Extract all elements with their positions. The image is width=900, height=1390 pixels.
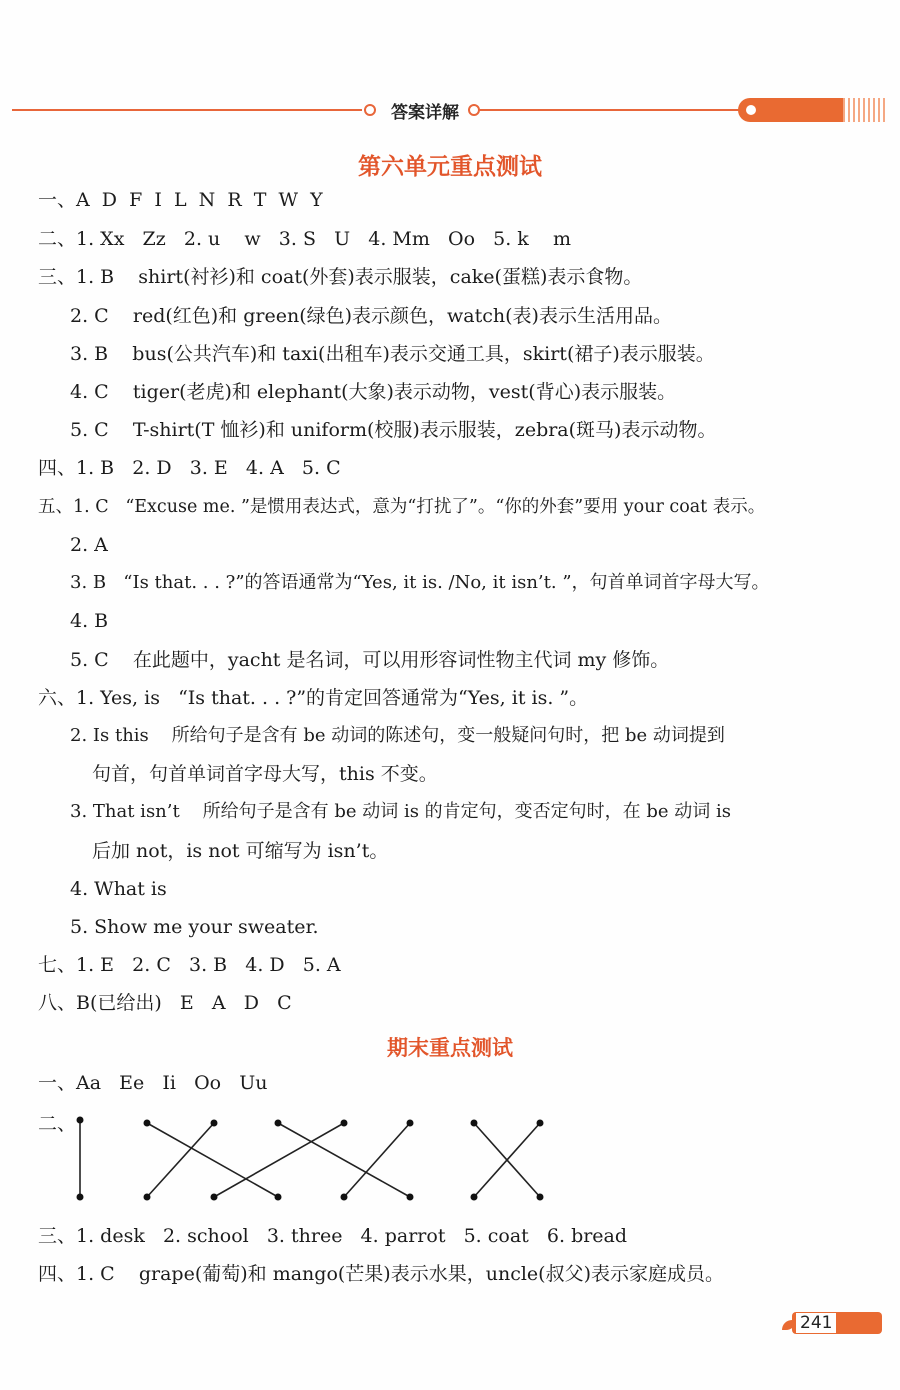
answer-line: 四、1. C grape(葡萄)和 mango(芒果)表示水果，uncle(叔父)表示家庭成员。 bbox=[38, 1263, 724, 1285]
answer-line: 后加 not，is not 可缩写为 isn’t。 bbox=[92, 840, 389, 862]
match-dot bbox=[537, 1194, 544, 1201]
header-rule-left bbox=[12, 109, 362, 111]
match-dot bbox=[144, 1194, 151, 1201]
page-number-text: 241 bbox=[796, 1313, 836, 1333]
match-dot bbox=[341, 1194, 348, 1201]
answer-line: 4. C tiger(老虎)和 elephant(大象)表示动物，vest(背心)表示服装。 bbox=[70, 381, 677, 403]
answer-line: 七、1. E 2. C 3. B 4. D 5. A bbox=[38, 954, 341, 976]
answer-line: 5. C 在此题中，yacht 是名词，可以用形容词性物主代词 my 修饰。 bbox=[70, 649, 670, 671]
header-tab bbox=[738, 98, 886, 122]
match-line bbox=[147, 1123, 278, 1197]
answer-line: 二、1. Xx Zz 2. u w 3. S U 4. Mm Oo 5. k m bbox=[38, 228, 571, 250]
match-dot bbox=[407, 1120, 414, 1127]
match-dot bbox=[537, 1120, 544, 1127]
match-line bbox=[278, 1123, 410, 1197]
header-rule-right bbox=[478, 109, 740, 111]
matching-diagram bbox=[0, 1100, 900, 1210]
answer-line: 2. Is this 所给句子是含有 be 动词的陈述句，变一般疑问句时，把 be 动词提到 bbox=[70, 725, 725, 746]
answer-line: 5. Show me your sweater. bbox=[70, 916, 319, 938]
answer-line: 句首，句首单词首字母大写，this 不变。 bbox=[92, 763, 438, 785]
match-dot bbox=[275, 1120, 282, 1127]
answer-line: 2. C red(红色)和 green(绿色)表示颜色，watch(表)表示生活用品。 bbox=[70, 305, 672, 327]
answer-line: 三、1. B shirt(衬衫)和 coat(外套)表示服装，cake(蛋糕)表示食物。 bbox=[38, 266, 643, 288]
page-header bbox=[0, 90, 900, 130]
answer-line: 4. B bbox=[70, 610, 109, 632]
answer-line: 二、 bbox=[38, 1113, 77, 1135]
match-dot bbox=[211, 1120, 218, 1127]
match-dot bbox=[471, 1120, 478, 1127]
match-dot bbox=[77, 1194, 84, 1201]
match-dot bbox=[144, 1120, 151, 1127]
match-dot bbox=[275, 1194, 282, 1201]
match-dot bbox=[407, 1194, 414, 1201]
answer-line: 一、Aa Ee Ii Oo Uu bbox=[38, 1072, 268, 1094]
header-ornament-left bbox=[364, 104, 376, 116]
match-line bbox=[344, 1123, 410, 1197]
answer-line: 六、1. Yes, is “Is that. . . ?”的肯定回答通常为“Yes, it is. ”。 bbox=[38, 687, 589, 709]
answer-line: 3. That isn’t 所给句子是含有 be 动词 is 的肯定句，变否定句时，在 be 动词 is bbox=[70, 801, 731, 822]
answer-line: 一、A D F I L N R T W Y bbox=[38, 189, 323, 211]
match-line bbox=[214, 1123, 344, 1197]
match-dot bbox=[471, 1194, 478, 1201]
match-line bbox=[147, 1123, 214, 1197]
answer-line: 八、B(已给出) E A D C bbox=[38, 992, 292, 1014]
answer-line: 四、1. B 2. D 3. E 4. A 5. C bbox=[38, 457, 341, 479]
answer-line: 4. What is bbox=[70, 878, 167, 900]
answer-line: 三、1. desk 2. school 3. three 4. parrot 5. coat 6. bread bbox=[38, 1225, 628, 1247]
answer-line: 5. C T-shirt(T 恤衫)和 uniform(校服)表示服装，zebra(斑马)表示动物。 bbox=[70, 419, 717, 441]
match-dot bbox=[341, 1120, 348, 1127]
answer-line: 2. A bbox=[70, 534, 108, 556]
page-number bbox=[782, 1308, 882, 1338]
section-title-final: 期末重点测试 bbox=[387, 1036, 513, 1060]
answer-line: 3. B bus(公共汽车)和 taxi(出租车)表示交通工具，skirt(裙子)表示服装。 bbox=[70, 343, 715, 365]
section-title-unit6: 第六单元重点测试 bbox=[358, 154, 542, 180]
tab-circle-icon bbox=[746, 105, 756, 115]
header-title: 答案详解 bbox=[391, 103, 459, 123]
match-dot bbox=[77, 1117, 84, 1124]
answer-line: 3. B “Is that. . . ?”的答语通常为“Yes, it is. /No, it isn’t. ”，句首单词首字母大写。 bbox=[70, 572, 770, 593]
answer-line: 五、1. C “Excuse me. ”是惯用表达式，意为“打扰了”。“你的外套”要用 your coat 表示。 bbox=[38, 497, 766, 517]
match-dot bbox=[211, 1194, 218, 1201]
